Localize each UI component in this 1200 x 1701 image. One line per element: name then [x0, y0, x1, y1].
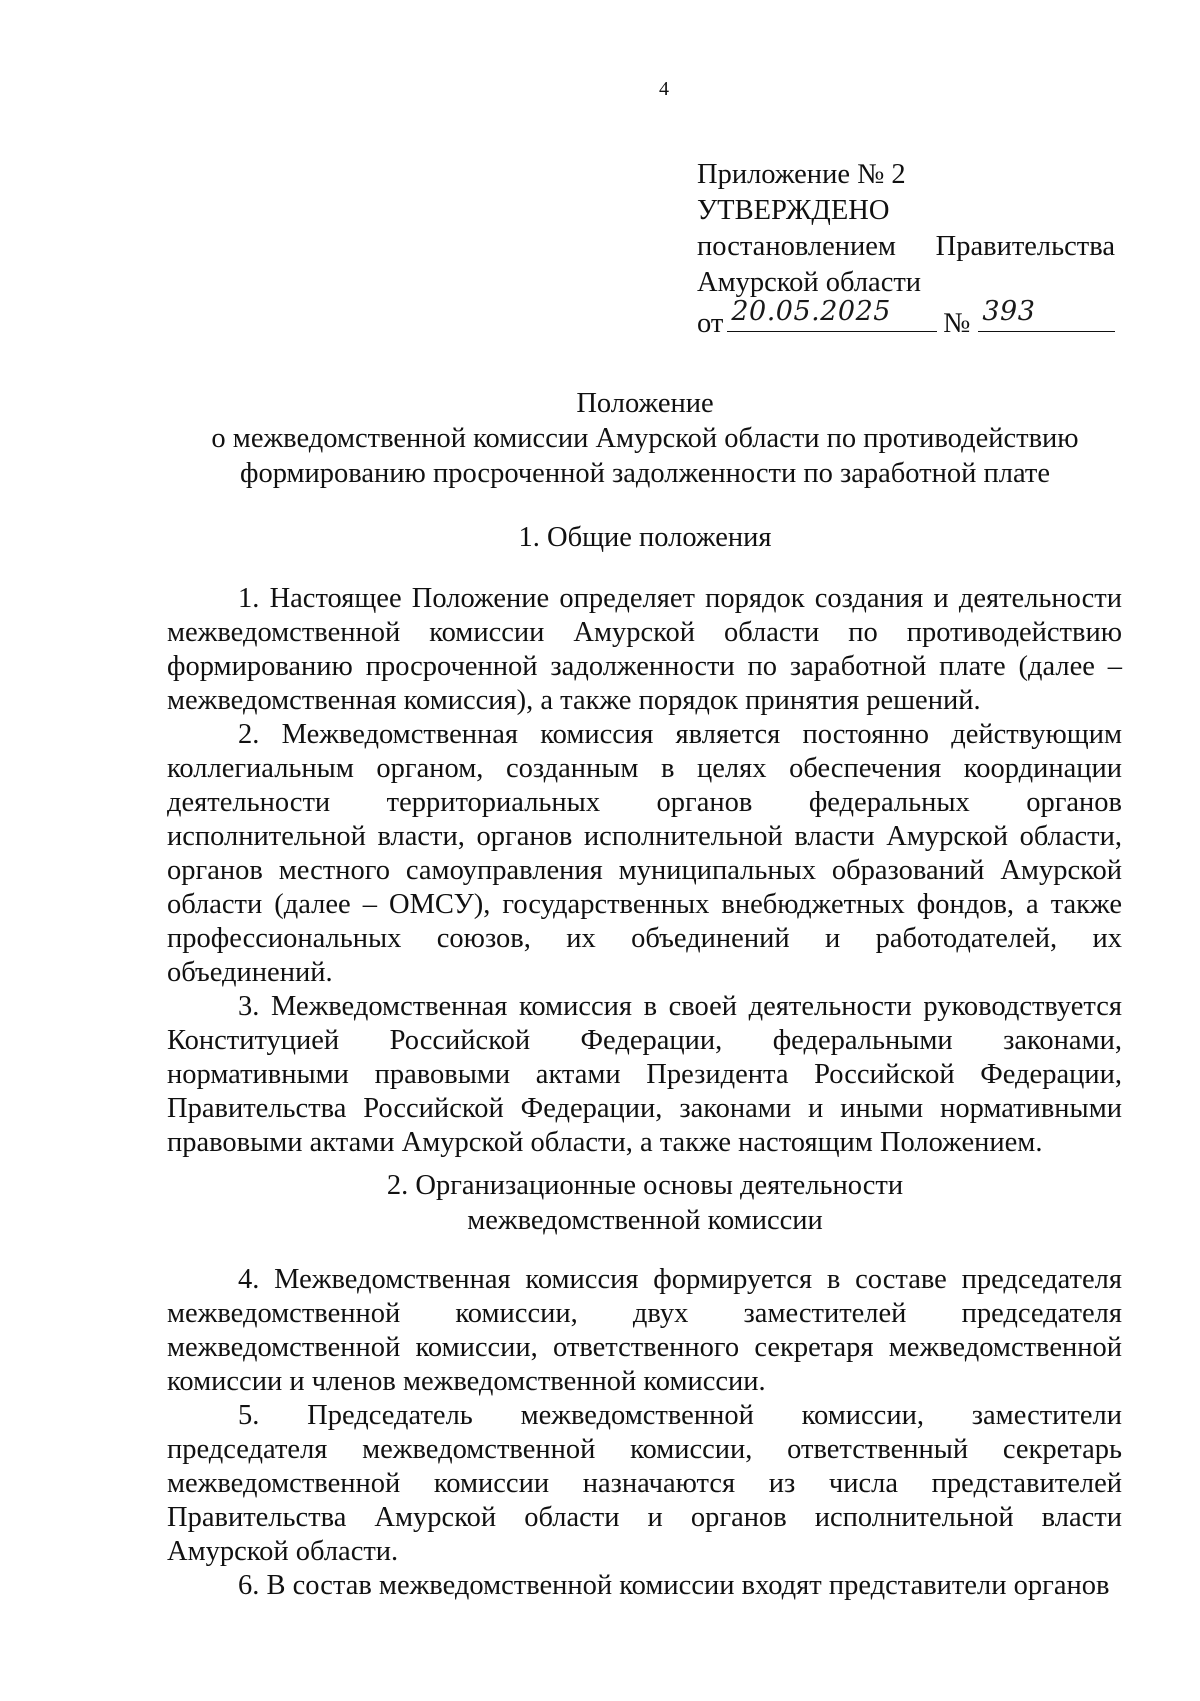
- title-line-3: формированию просроченной задолженности по заработной плате: [239, 458, 1050, 489]
- section-2-heading-line-2: межведомственной комиссии: [467, 1205, 823, 1236]
- paragraph-4: 4. Межведомственная комиссия формируется в составе председателя межведомственной комиссии, двух заместителей председателя межведомственной комиссии, ответственного секретаря межведомственной комиссии и членов межведомственной комиссии.: [167, 1264, 1122, 1397]
- handwritten-date: 20.05.2025: [731, 296, 891, 327]
- date-prefix: от: [697, 308, 724, 339]
- title-line-1: Положение: [576, 388, 714, 419]
- appendix-label: Приложение № 2: [697, 159, 906, 190]
- handwritten-number: 393: [982, 296, 1036, 327]
- paragraph-3: 3. Межведомственная комиссия в своей деятельности руководствуется Конституцией Российской Федерации, федеральными законами, нормативными правовыми актами Президента Российской Федерации, Правительства Российской Федерации, законами и иными нормативными правовыми актами Амурской области, а также настоящим Положением.: [167, 991, 1122, 1158]
- approval-block: [697, 157, 1115, 342]
- number-prefix: №: [943, 308, 971, 339]
- paragraph-6: 6. В состав межведомственной комиссии входят представители органов: [238, 1570, 1110, 1601]
- date-field: [727, 296, 937, 332]
- decree-word: постановлением: [697, 231, 896, 262]
- section-2-body: [167, 1263, 1122, 1603]
- document-title: [160, 386, 1130, 491]
- region-label: Амурской области: [697, 267, 922, 298]
- approved-label: УТВЕРЖДЕНО: [697, 195, 890, 226]
- paragraph-1: 1. Настоящее Положение определяет порядок создания и деятельности межведомственной комиссии Амурской области по противодействию формированию просроченной задолженности по заработной плате (далее – межведомственная комиссия), а также порядок принятия решений.: [167, 583, 1122, 716]
- paragraph-2: 2. Межведомственная комиссия является постоянно действующим коллегиальным органом, созданным в целях обеспечения координации деятельности территориальных органов федеральных органов исполнительной власти, органов исполнительной власти Амурской области, органов местного самоуправления муниципальных образований Амурской области (далее – ОМСУ), государственных внебюджетных фондов, а также профессиональных союзов, их объединений и работодателей, их объединений.: [167, 719, 1122, 988]
- date-number-line: [697, 296, 1115, 342]
- section-2-heading: [160, 1168, 1130, 1238]
- page-number: 4: [659, 78, 669, 100]
- paragraph-5: 5. Председатель межведомственной комиссии, заместители председателя межведомственной комиссии, ответственный секретарь межведомственной комиссии назначаются из числа представителей Правительства Амурской области и органов исполнительной власти Амурской области.: [167, 1400, 1122, 1567]
- section-1-body: [167, 582, 1122, 1160]
- title-line-2: о межведомственной комиссии Амурской области по противодействию: [211, 423, 1079, 454]
- section-1-heading: 1. Общие положения: [518, 522, 772, 553]
- government-word: Правительства: [935, 231, 1115, 262]
- decree-line: [697, 229, 1115, 265]
- section-2-heading-line-1: 2. Организационные основы деятельности: [386, 1170, 904, 1201]
- number-field: [978, 296, 1115, 332]
